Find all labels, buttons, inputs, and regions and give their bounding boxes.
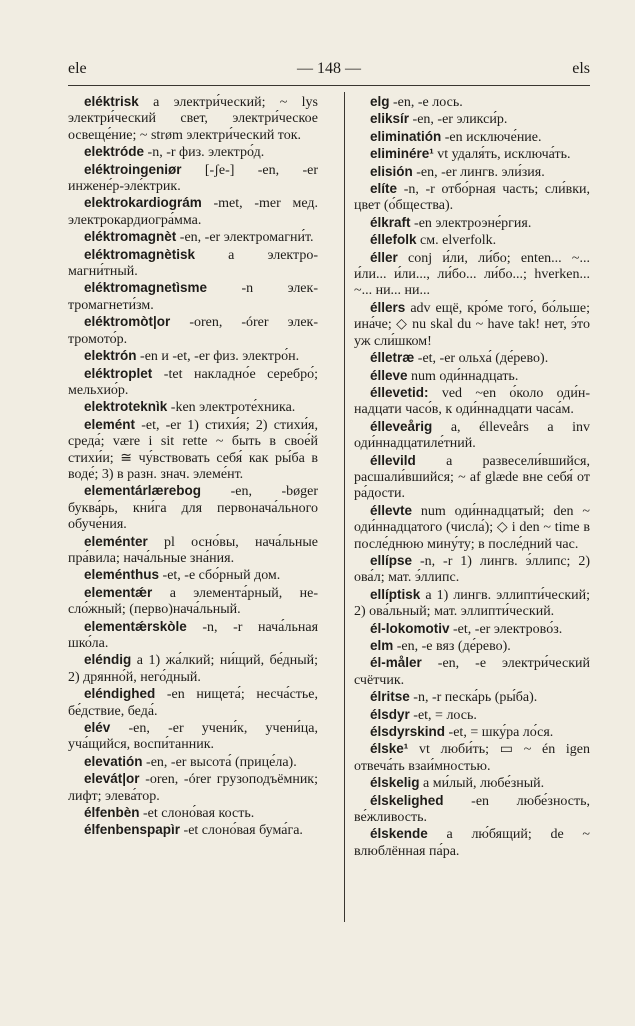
dictionary-entry [68, 720, 318, 754]
dictionary-entry [354, 741, 590, 775]
entry-definition: -en, -e электри́ческий счётчик. [354, 656, 590, 688]
entry-headword: eléktrisk [84, 94, 139, 109]
dictionary-entry [354, 655, 590, 689]
header-rule [68, 85, 590, 86]
entry-definition: -tet накладно́е серебро́; мельхио́р. [68, 366, 318, 398]
dictionary-entry [68, 229, 318, 246]
entry-headword: eléktroplet [84, 365, 153, 381]
entry-headword: eliminére¹ [370, 146, 434, 162]
page-number: — 148 — [297, 60, 361, 77]
dictionary-entry [354, 111, 590, 128]
page-header [68, 60, 590, 84]
dictionary-entry [354, 129, 590, 146]
entry-headword: éllefolk [370, 232, 417, 248]
entry-definition: -n, -r песка́рь (ры́ба). [413, 690, 538, 706]
dictionary-entry [354, 503, 590, 553]
entry-definition: a 1) жа́лкий; ни́щий, бе́дный; 2) дрянно́й, него́дный. [68, 653, 318, 685]
dictionary-entry [68, 754, 318, 771]
entry-headword: elektrokardiográm [84, 195, 202, 211]
entry-definition: adv ещё, кро́ме того́, бо́льше; ина́че; ◇ nu skal du ~ have tak! нет, э́то уж сли́шком! [354, 300, 590, 349]
entry-definition: -et, -er 1) стихи́я; 2) стихи́я, среда́; være i sit rette ~ быть в свое́й стихи́и; ≅ чу́вствовать себя́ как ры́ба в воде́; 3) в разн. знач. элеме́нт. [68, 417, 318, 482]
entry-definition: ved ~en о́коло оди́ннадцати часо́в, к оди́ннадцати часа́м. [354, 385, 590, 418]
dictionary-entry [68, 366, 318, 400]
entry-definition: -oren, -órer грузоподъёмник; лифт; элева́тор. [68, 772, 319, 804]
dictionary-entry [68, 144, 318, 161]
dictionary-entry [354, 146, 590, 163]
entry-headword: eléktroingeniør [84, 161, 182, 177]
entry-definition: -et, = шку́ра ло́ся. [448, 725, 554, 741]
entry-headword: elm [370, 638, 394, 653]
entry-definition: pl осно́вы, нача́льные пра́вила; нача́льные зна́ния. [68, 534, 319, 566]
entry-definition: -et, -er электрово́з. [453, 621, 563, 637]
dictionary-entry [68, 162, 318, 196]
entry-definition: a элемента́рный, несло́жный; (перво)нача́льный. [68, 585, 318, 618]
entry-headword: elementǽrskòle [84, 618, 187, 634]
dictionary-entry [68, 585, 318, 619]
entry-definition: -en исключе́ние. [444, 129, 542, 145]
entry-definition: -en нищета́; несча́стье, бе́дствие, беда́. [68, 687, 319, 719]
dictionary-entry [68, 686, 318, 720]
entry-headword: elektróde [84, 144, 145, 160]
dictionary-entry [354, 793, 590, 827]
entry-definition: -en любе́зность, ве́жливость. [354, 793, 590, 826]
entry-definition: a электромагни́тный. [68, 247, 319, 280]
entry-headword: éllevild [370, 452, 416, 468]
dictionary-entry [354, 350, 590, 367]
dictionary-entry [354, 232, 590, 249]
entry-headword: eleménter [84, 533, 148, 549]
entry-headword: élletræ [370, 350, 415, 366]
entry-definition: см. elverfolk. [420, 233, 497, 249]
entry-headword: elevát|or [84, 771, 140, 787]
entry-definition: -en, -er электромагни́т. [179, 230, 314, 246]
entry-headword: eléktromagnèt [84, 229, 177, 245]
dictionary-entry [68, 247, 318, 281]
header-left-guide-word: ele [68, 60, 87, 77]
entry-headword: elementárlærebog [84, 483, 202, 499]
dictionary-entry [68, 314, 318, 348]
dictionary-entry [68, 652, 318, 686]
entry-headword: eléndig [84, 652, 132, 668]
entry-headword: éller [370, 249, 398, 265]
entry-headword: élleve [370, 367, 408, 383]
dictionary-entry [354, 164, 590, 181]
entry-headword: élfenbèn [84, 805, 140, 821]
entry-definition: -n, -r 1) лингв. э́ллипс; 2) ова́л; мат. э́ллипс. [354, 553, 590, 586]
entry-headword: eléktromòt|or [84, 314, 171, 330]
entry-headword: élleveårig [370, 418, 433, 434]
entry-headword: élskelig [370, 775, 420, 791]
entry-headword: éllers [370, 299, 406, 315]
entry-definition: num оди́ннадцать. [411, 368, 519, 384]
dictionary-entry [68, 567, 318, 584]
entry-headword: eléktromagnètisk [84, 246, 196, 262]
dictionary-entry [68, 348, 318, 365]
entry-definition: -met, -mer мед. электрокардиогра́мма. [68, 196, 318, 228]
entry-headword: eliminatión [370, 128, 442, 144]
dictionary-entry [68, 771, 318, 805]
dictionary-entry [68, 822, 318, 839]
entry-definition: a развесели́вшийся, расшали́вшийся; ~ af glæde вне себя́ от ра́дости. [354, 453, 590, 502]
dictionary-entry [354, 638, 590, 655]
dictionary-entry [68, 94, 318, 144]
entry-definition: -et, -e сбо́рный дом. [162, 568, 281, 584]
entry-definition: -en, -er эликси́р. [412, 112, 508, 128]
right-column [354, 94, 590, 860]
entry-definition: -oren, -órer электромото́р. [68, 315, 319, 347]
entry-definition: -n, -r нача́льная шко́ла. [68, 619, 319, 651]
column-divider [344, 92, 345, 922]
dictionary-entry [354, 689, 590, 706]
dictionary-entry [68, 619, 318, 653]
entry-definition: -en электроэне́ргия. [414, 215, 532, 231]
entry-definition: -n, -r отбо́рная часть; сли́вки, цвет (о́бщества). [354, 182, 590, 214]
entry-headword: elisión [370, 163, 413, 179]
entry-headword: élsdyrskind [370, 724, 446, 740]
dictionary-entry [68, 417, 318, 484]
entry-headword: eléktromagnetìsme [84, 280, 208, 296]
entry-definition: a 1) лингв. эллипти́ческий; 2) ова́льный; мат. эллипти́ческий. [354, 587, 591, 620]
dictionary-entry [68, 805, 318, 822]
entry-headword: elg [370, 94, 390, 109]
entry-definition: -et слоно́вая бума́га. [183, 823, 303, 839]
entry-headword: ellíptisk [370, 586, 421, 602]
dictionary-entry [354, 215, 590, 232]
entry-definition: -en, -er учени́к, учени́ца, уча́щийся, воспи́танник. [68, 721, 318, 753]
entry-headword: ellípse [370, 552, 413, 568]
entry-definition: -en, -bøger буква́рь, кни́га для первонача́льного обуче́ния. [68, 484, 318, 533]
dictionary-entry [354, 300, 590, 350]
entry-headword: élskende [370, 826, 428, 842]
dictionary-entry [354, 181, 590, 215]
dictionary-entry [354, 368, 590, 385]
entry-headword: élske¹ [370, 741, 409, 757]
entry-headword: élfenbenspapìr [84, 822, 181, 838]
entry-definition: conj и́ли, ли́бо; enten... ~... и́ли... и́ли..., ли́бо... ли́бо...; hverken... ~... ни... ни... [354, 250, 590, 299]
entry-headword: elektrón [84, 348, 137, 364]
entry-headword: elíte [370, 181, 398, 197]
entry-headword: elév [84, 720, 111, 736]
header-right-guide-word: els [572, 60, 590, 77]
entry-headword: elementǽr [84, 584, 153, 600]
entry-definition: a ми́лый, любе́зный. [423, 776, 545, 792]
entry-headword: elemént [84, 416, 136, 432]
dictionary-entry [68, 195, 318, 229]
entry-definition: -n, -r физ. электро́д. [147, 145, 265, 161]
entry-headword: elevatión [84, 753, 143, 769]
entry-definition: -ken электроте́хника. [170, 400, 296, 416]
entry-headword: eliksír [370, 111, 410, 127]
dictionary-entry [68, 534, 318, 568]
dictionary-entry [354, 826, 590, 860]
dictionary-entry [354, 775, 590, 792]
entry-definition: -en, -e лось. [393, 95, 463, 110]
entry-definition: -en, -er лингв. эли́зия. [416, 164, 545, 180]
entry-definition: [-ʃe-] -en, -er инжене́р-эле́ктрик. [68, 162, 318, 195]
entry-definition: a лю́бящий; de ~ влюблённая па́ра. [354, 827, 590, 859]
entry-definition: vt люби́ть; ▭ ~ én igen отвеча́ть взаи́мностью. [354, 742, 591, 774]
entry-definition: num оди́ннадцатый; den ~ оди́ннадцатого (числа́); ◇ i den ~ time в после́днюю мину́ту; в после́дний час. [354, 503, 590, 552]
dictionary-entry [68, 399, 318, 416]
dictionary-entry [354, 94, 590, 111]
entry-definition: -en, -er высота́ (прице́ла). [146, 754, 297, 770]
dictionary-entry [354, 553, 590, 587]
entry-headword: élsdyr [370, 706, 410, 722]
entry-headword: eleménthus [84, 567, 160, 583]
entry-definition: -n электромагнети́зм. [68, 281, 318, 313]
entry-definition: a электри́ческий; ~ lys электри́ческий свет, электри́ческое освеще́ние; ~ strøm электри́ческий ток. [68, 95, 318, 143]
entry-headword: éllevetid: [370, 384, 429, 400]
dictionary-entry [354, 621, 590, 638]
dictionary-entry [354, 453, 590, 503]
entry-headword: élkraft [370, 214, 411, 230]
entry-definition: a, élleveårs a inv оди́ннадцатиле́тний. [354, 419, 591, 452]
dictionary-entry [354, 707, 590, 724]
entry-definition: -et, -er ольха́ (де́рево). [417, 351, 549, 367]
entry-headword: él-måler [370, 655, 422, 671]
entry-definition: vt удаля́ть, исключа́ть. [437, 147, 571, 163]
dictionary-entry [354, 587, 590, 621]
dictionary-entry [68, 280, 318, 314]
dictionary-entry [354, 385, 590, 419]
left-column [68, 94, 318, 840]
entry-headword: éllevte [370, 502, 413, 518]
entry-headword: élskelighed [370, 792, 444, 808]
dictionary-entry [354, 724, 590, 741]
entry-headword: eléndighed [84, 686, 156, 702]
entry-headword: él-lokomotiv [370, 620, 450, 636]
entry-headword: elektroteknìk [84, 399, 168, 415]
entry-headword: élritse [370, 689, 410, 705]
dictionary-entry [354, 250, 590, 300]
entry-definition: -et слоно́вая кость. [143, 806, 255, 822]
entry-definition: -en, -e вяз (де́рево). [396, 639, 511, 654]
entry-definition: -en и -et, -er физ. электро́н. [140, 349, 300, 365]
entry-definition: -et, = лось. [413, 707, 477, 723]
dictionary-entry [68, 483, 318, 533]
dictionary-entry [354, 419, 590, 453]
